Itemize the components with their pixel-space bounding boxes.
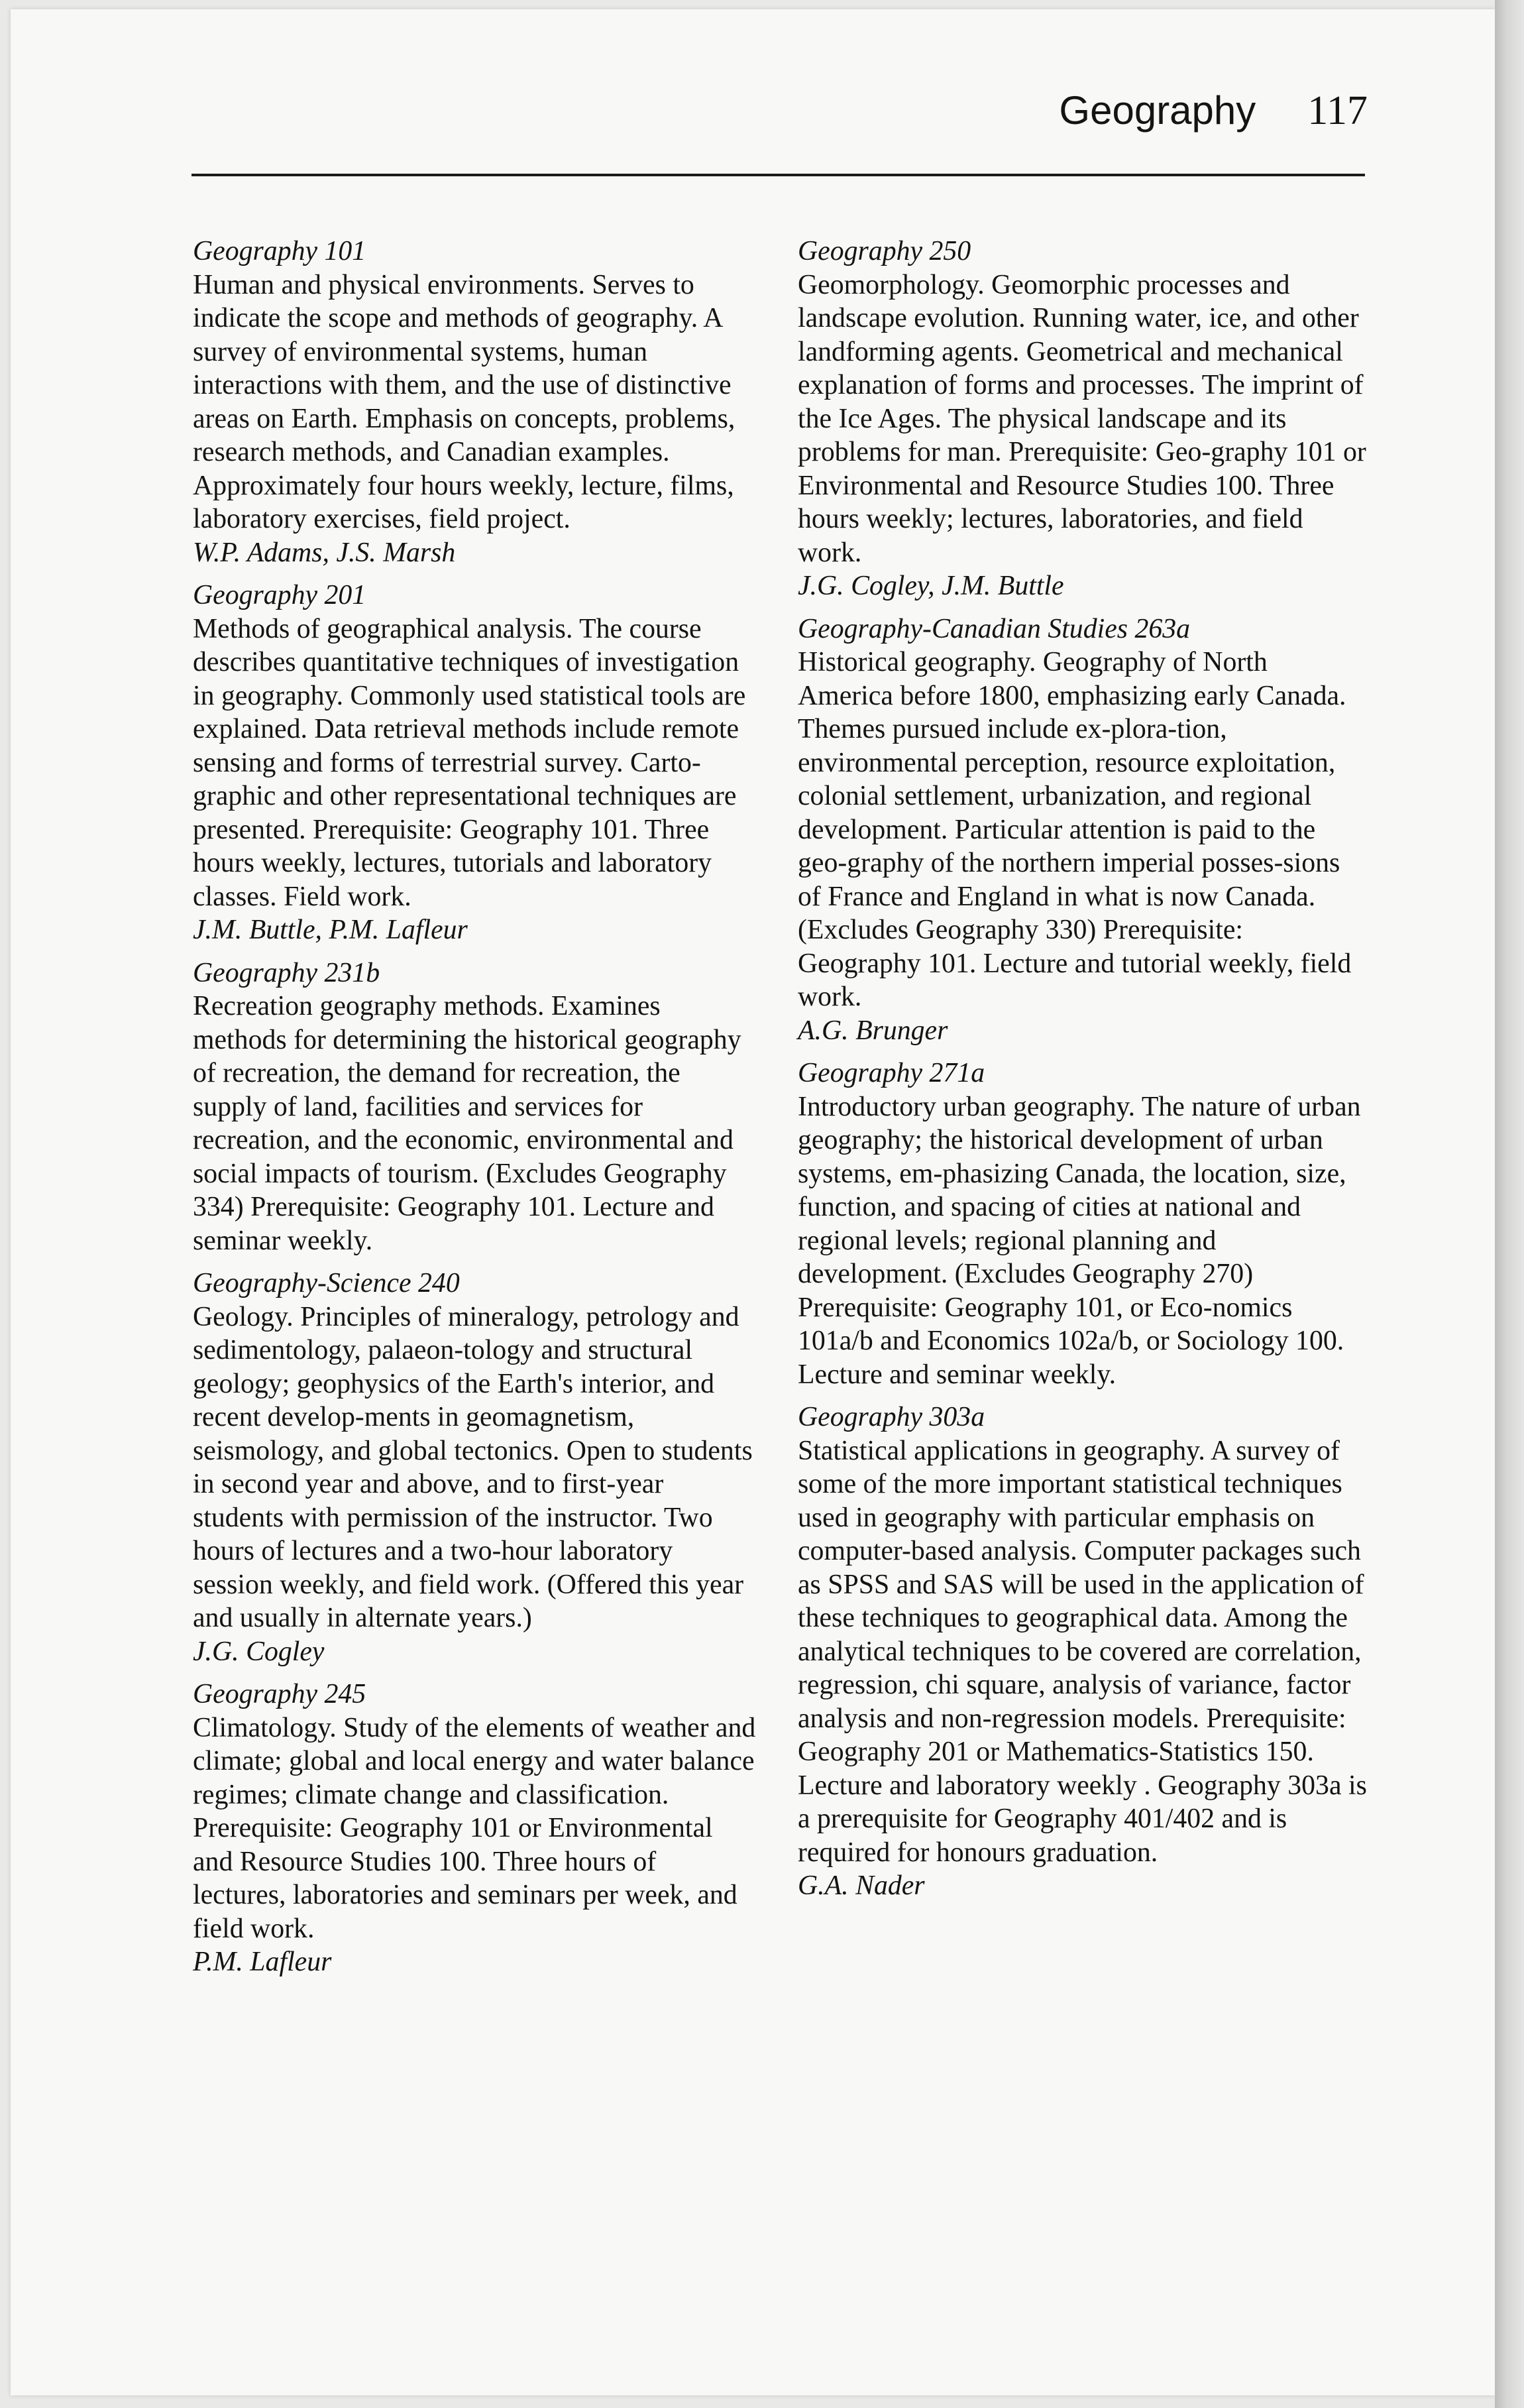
course-title: Geography 271a: [798, 1058, 985, 1088]
left-column: [193, 235, 756, 1988]
course-entry: [193, 579, 756, 947]
course-title: Geography 245: [193, 1679, 366, 1709]
course-entry: [193, 1678, 756, 1979]
course-entry: [193, 235, 756, 569]
course-title: Geography 101: [193, 236, 366, 266]
course-entry: [798, 1401, 1368, 1903]
course-description: Methods of geographical analysis. The course describes quantitative techniques of investigation in geography. Commonly used statistical tools are explained. Data retrieval methods include remote sensing and forms of terrestrial survey. Carto-graphic and other representational techniques are presented. Prerequisite: Geography 101. Three hours weekly, lectures, tutorials and laboratory classes. Field work.: [193, 613, 746, 912]
course-title: Geography 250: [798, 236, 971, 266]
course-instructors: A.G. Brunger: [798, 1015, 948, 1046]
course-title: Geography-Canadian Studies 263a: [798, 613, 1191, 644]
right-column: [798, 235, 1368, 1912]
page-header: [1005, 87, 1368, 141]
course-entry: [193, 1267, 756, 1668]
course-description: Climatology. Study of the elements of weather and climate; global and local energy and water balance regimes; climate change and classification. Prerequisite: Geography 101 or Environmental and Resource Studies 100. Three hours of lectures, laboratories and seminars per week, and field work.: [193, 1712, 756, 1944]
course-description: Statistical applications in geography. A survey of some of the more important statistical techniques used in geography with particular emphasis on computer-based analysis. Computer packages such as SPSS and SAS will be used in the application of these techniques to geographical data. Among the analytical techniques to be covered are correlation, regression, chi square, analysis of variance, factor analysis and non-regression models. Prerequisite: Geography 201 or Mathematics-Statistics 150. Lecture and laboratory weekly . Geography 303a is a prerequisite for Geography 401/402 and is required for honours graduation.: [798, 1435, 1367, 1868]
course-instructors: J.M. Buttle, P.M. Lafleur: [193, 915, 468, 945]
course-instructors: P.M. Lafleur: [193, 1947, 332, 1977]
header-rule: [191, 174, 1365, 176]
calendar-page: [11, 9, 1495, 2395]
page-edge-shadow: [1495, 0, 1524, 2408]
section-title: Geography: [1059, 88, 1256, 133]
course-entry: [798, 235, 1368, 603]
course-description: Recreation geography methods. Examines methods for determining the historical geography of recreation, the demand for recreation, the supply of land, facilities and services for recreation, and the economic, environmental and social impacts of tourism. (Excludes Geography 334) Prerequisite: Geography 101. Lecture and seminar weekly.: [193, 991, 741, 1256]
course-instructors: W.P. Adams, J.S. Marsh: [193, 537, 456, 568]
course-title: Geography-Science 240: [193, 1268, 460, 1298]
course-description: Geomorphology. Geomorphic processes and landscape evolution. Running water, ice, and other landforming agents. Geometrical and mechanical explanation of forms and processes. The imprint of the Ice Ages. The physical landscape and its problems for man. Prerequisite: Geo-graphy 101 or Environmental and Resource Studies 100. Three hours weekly; lectures, laboratories, and field work.: [798, 269, 1366, 568]
course-title: Geography 231b: [193, 957, 380, 988]
course-description: Geology. Principles of mineralogy, petrology and sedimentology, palaeon-tology and structural geology; geophysics of the Earth's interior, and recent develop-ments in geomagnetism, seismology, and global tectonics. Open to students in second year and above, and to first-year students with permission of the instructor. Two hours of lectures and a two-hour laboratory session weekly, and field work. (Offered this year and usually in alternate years.): [193, 1301, 753, 1633]
course-entry: [193, 956, 756, 1258]
course-instructors: J.G. Cogley, J.M. Buttle: [798, 571, 1064, 601]
course-entry: [798, 612, 1368, 1048]
course-instructors: G.A. Nader: [798, 1870, 925, 1901]
course-instructors: J.G. Cogley: [193, 1636, 325, 1667]
course-entry: [798, 1057, 1368, 1391]
course-title: Geography 303a: [798, 1402, 985, 1432]
course-title: Geography 201: [193, 580, 366, 610]
course-description: Introductory urban geography. The nature of urban geography; the historical development of urban systems, em-phasizing Canada, the location, size, function, and spacing of cities at national and regional levels; regional planning and development. (Excludes Geography 270) Prerequisite: Geography 101, or Eco-nomics 101a/b and Economics 102a/b, or Sociology 100. Lecture and seminar weekly.: [798, 1091, 1361, 1390]
page-number: 117: [1307, 88, 1368, 133]
course-description: Human and physical environments. Serves to indicate the scope and methods of geography. A survey of environmental systems, human interactions with them, and the use of distinctive areas on Earth. Emphasis on concepts, problems, research methods, and Canadian examples. Approximately four hours weekly, lecture, films, laboratory exercises, field project.: [193, 269, 735, 534]
course-description: Historical geography. Geography of North America before 1800, emphasizing early Canada. Themes pursued include ex-plora-tion, environmental perception, resource exploitation, colonial settlement, urbanization, and regional development. Particular attention is paid to the geo-graphy of the northern imperial posses-sions of France and England in what is now Canada. (Excludes Geography 330) Prerequisite: Geography 101. Lecture and tutorial weekly, field work.: [798, 647, 1352, 1012]
